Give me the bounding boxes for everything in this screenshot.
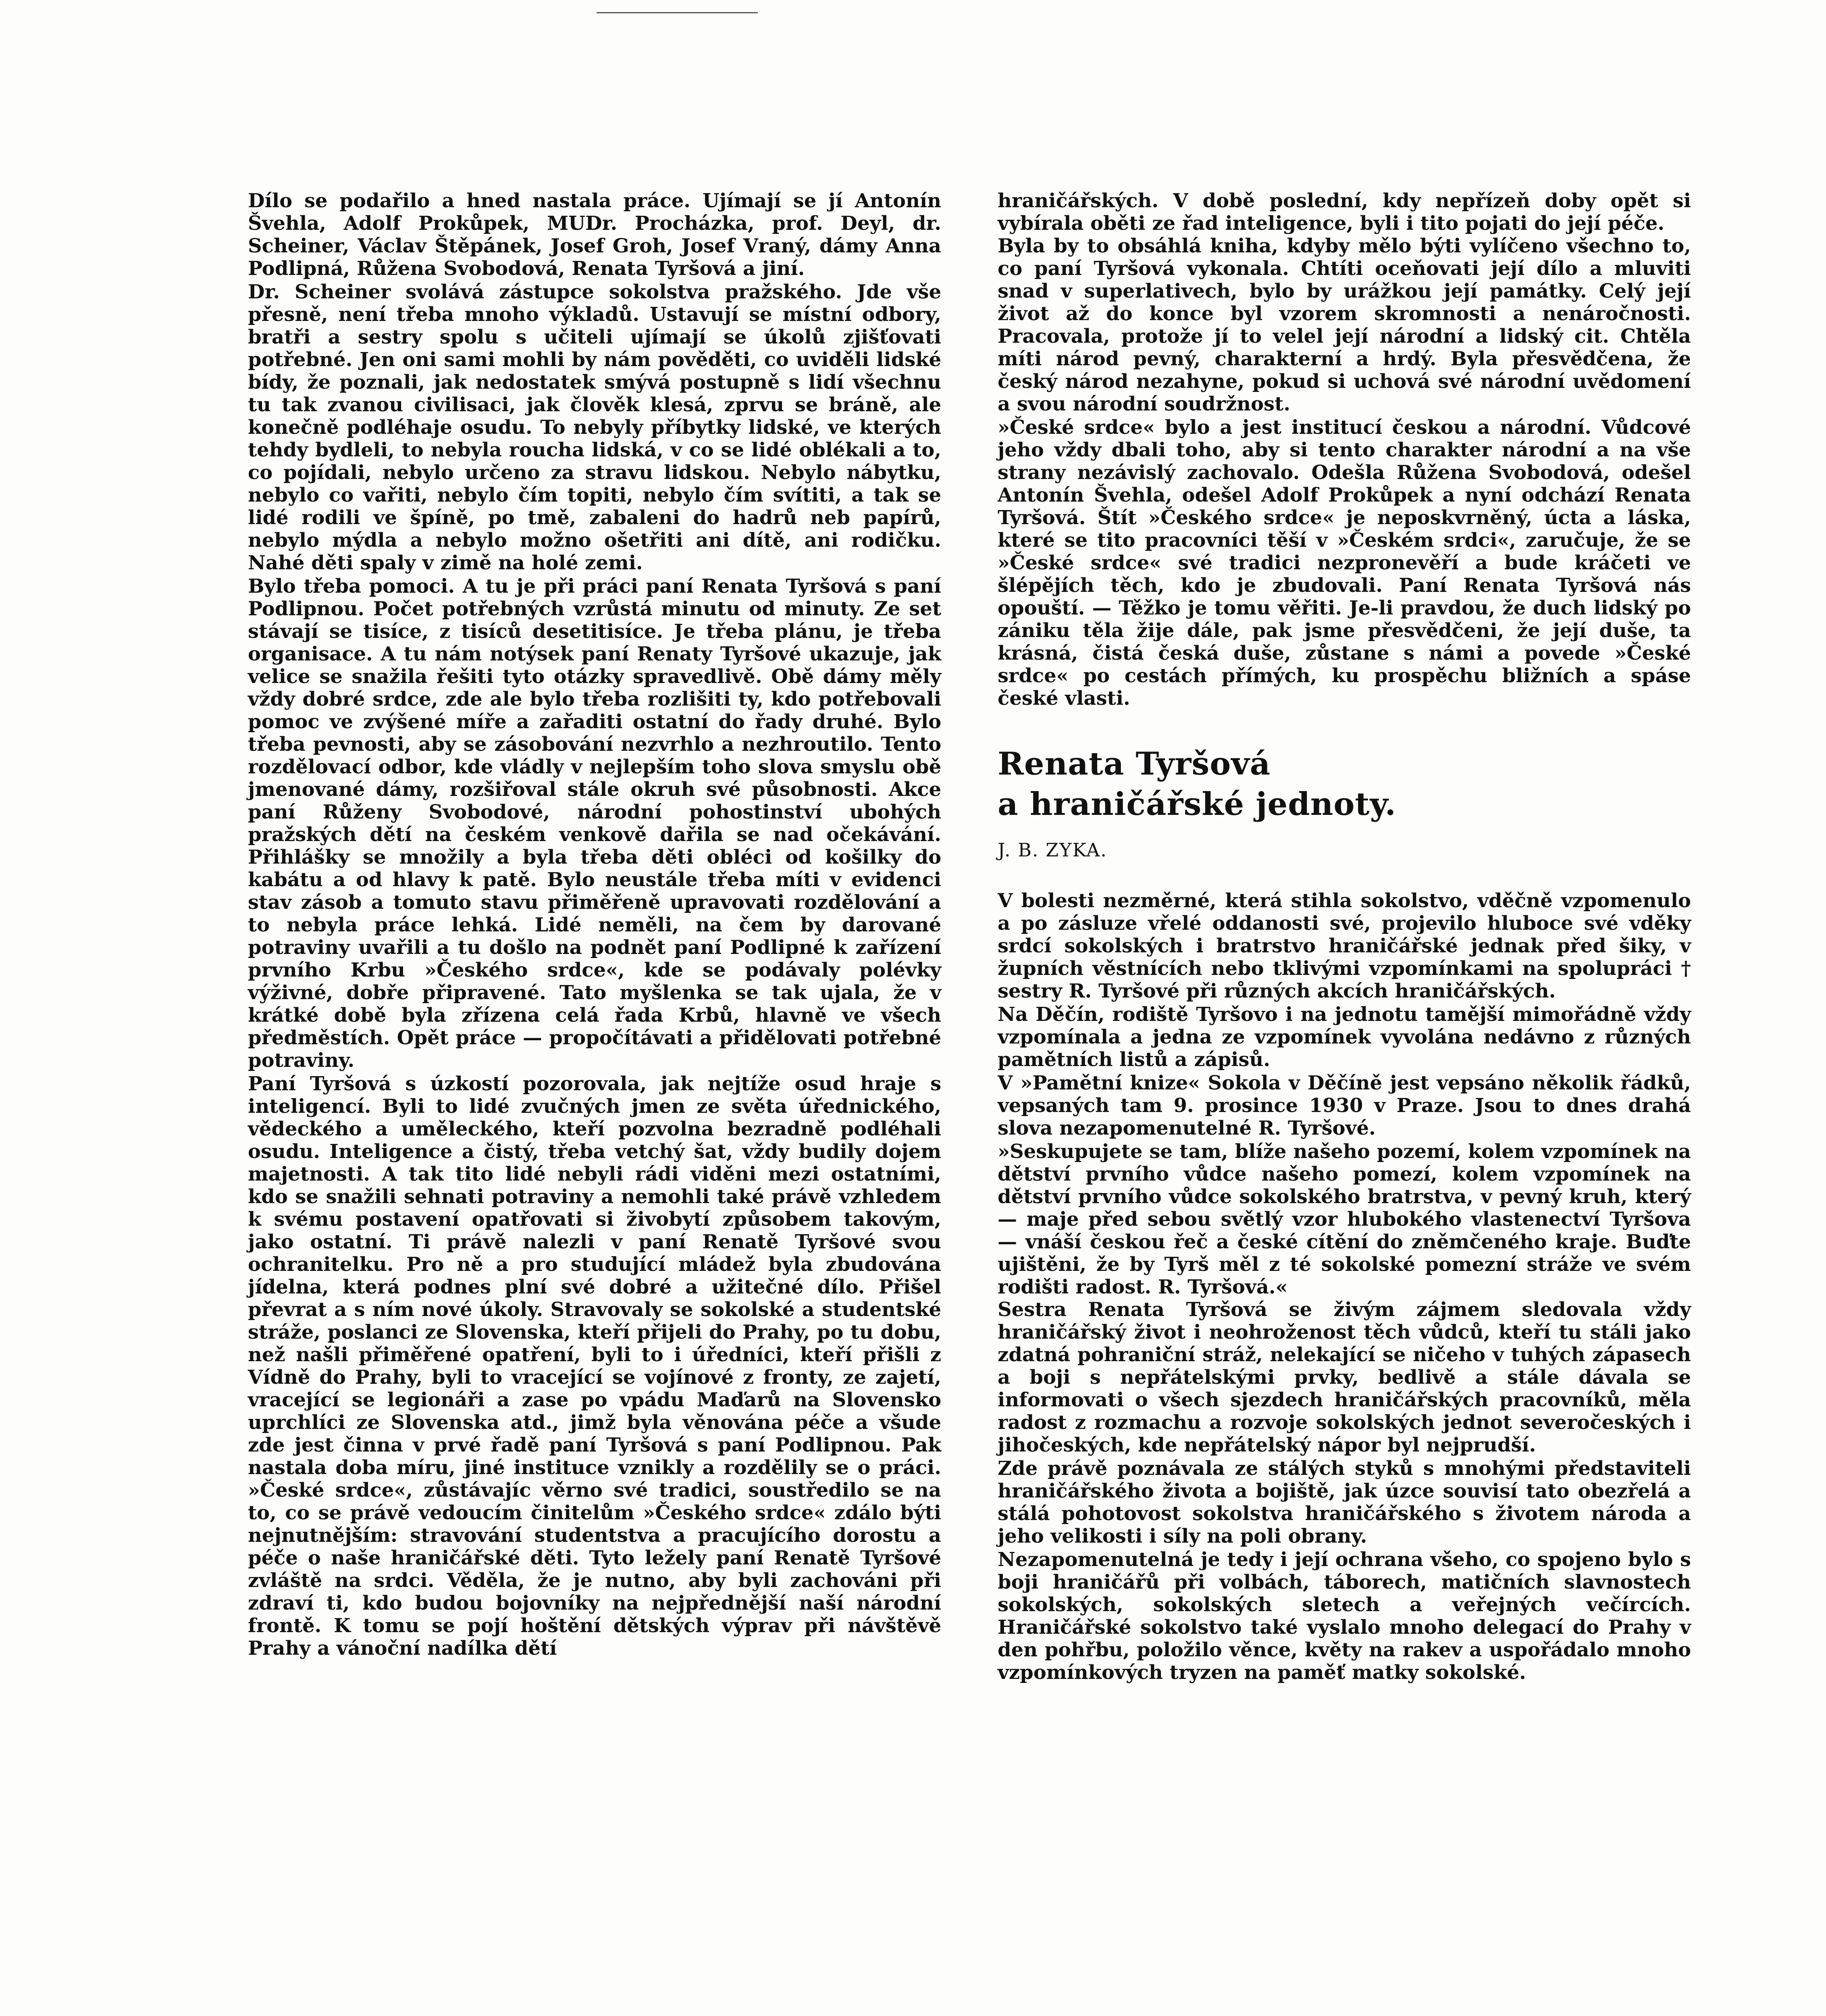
- paragraph: »České srdce« bylo a jest institucí českou a národní. Vůdcové jeho vždy dbali toho, aby si tento charakter národní a na vše strany nezávislý zachovalo. Odešla Růžena Svobodová, odešel Antonín Švehla, odešel Adolf Prokůpek a nyní odchází Renata Tyršová. Štít »Českého srdce« je neposkvrněný, úcta a láska, které se tito pracovníci těší v »Českém srdci«, zaručuje, že se »České srdce« své tradici nezpronevěří a bude kráčeti ve šlépějích těch, kdo je zbudovali. Paní Renata Tyršová nás opouští. — Těžko je tomu věřiti. Je-li pravdou, že duch lidský po zániku těla žije dále, pak jsme přesvědčeni, že její duše, ta krásná, čistá česká duše, zůstane s námi a povede »České srdce« po cestách přímých, ku prospěchu bližních a spáse české vlasti.: [998, 416, 1691, 710]
- article-author: J. B. ZYKA.: [998, 839, 1107, 861]
- paragraph: Nezapomenutelná je tedy i její ochrana všeho, co spojeno bylo s boji hraničářů při volbách, táborech, matičních slavnostech sokolských, sokolských sletech a veřejných večírcích. Hraničářské sokolstvo také vyslalo mnoho delegací do Prahy v den pohřbu, položilo věnce, květy na rakev a uspořádalo mnoho vzpomínkových tryzen na paměť matky sokolské.: [998, 1548, 1691, 1684]
- right-column: [998, 190, 1691, 1685]
- top-scan-mark: [597, 0, 758, 13]
- paragraph: V bolesti nezměrné, která stihla sokolstvo, vděčně vzpomenulo a po zásluze vřelé oddanosti své, projevilo hluboce své vděky srdcí sokolských i bratrstvo hraničářské jednak před šiky, v župních věstnících nebo tklivými vzpomínkami na spolupráci † sestry R. Tyršové při různých akcích hraničářských.: [998, 889, 1691, 1002]
- article-heading: Renata Tyršová a hraničářské jednoty.: [998, 746, 1396, 823]
- paragraph: Paní Tyršová s úzkostí pozorovala, jak nejtíže osud hraje s inteligencí. Byli to lidé zvučných jmen ze světa úřednického, vědeckého a uměleckého, kteří pozvolna bezradně podléhali osudu. Inteligence a čistý, třeba vetchý šat, vždy budily dojem majetnosti. A tak tito lidé nebyli rádi viděni mezi ostatními, kdo se snažili sehnati potraviny a nemohli také právě vzhledem k svému postavení opatřovati si živobytí způsobem takovým, jako ostatní. Ti právě nalezli v paní Renatě Tyršové svou ochranitelku. Pro ně a pro studující mládež byla zbudována jídelna, která podnes plní své dobré a užitečné dílo. Přišel převrat a s ním nové úkoly. Stravovaly se sokolské a studentské stráže, poslanci ze Slovenska, kteří přijeli do Prahy, po tu dobu, než našli přiměřené opatření, byli to i úředníci, kteří přišli z Vídně do Prahy, byli to vracející se vojínové z fronty, ze zajetí, vracející se legionáři a zase po vpádu Maďarů na Slovensko uprchlíci ze Slovenska atd., jimž byla věnována péče a všude zde jest činna v prvé řadě paní Tyršová s paní Podlipnou. Pak nastala doba míru, jiné instituce vznikly a rozdělily se o práci. »České srdce«, zůstávajíc věrno své tradici, soustředilo se na to, co se právě vedoucím činitelům »Českého srdce« zdálo býti nejnutnějším: stravování studentstva a pracujícího dorostu a péče o naše hraničářské děti. Tyto ležely paní Renatě Tyršové zvláště na srdci. Věděla, že je nutno, aby byli zachováni při zdraví ti, kdo budou bojovníky na nejpřednější naší národní frontě. K tomu se pojí hoštění dětských výprav při návštěvě Prahy a vánoční nadílka dětí: [248, 1073, 941, 1660]
- paragraph: Dílo se podařilo a hned nastala práce. Ujímají se jí Antonín Švehla, Adolf Prokůpek, MUDr. Procházka, prof. Deyl, dr. Scheiner, Václav Štěpánek, Josef Groh, Josef Vraný, dámy Anna Podlipná, Růžena Svobodová, Renata Tyršová a jiní.: [248, 190, 941, 280]
- paragraph: »Seskupujete se tam, blíže našeho pozemí, kolem vzpomínek na dětství prvního vůdce našeho pomezí, kolem vzpomínek na dětství prvního vůdce sokolského bratrstva, v pevný kruh, který — maje před sebou světlý vzor hlubokého vlastenectví Tyršova — vnáší českou řeč a české cítění do zněmčeného kraje. Buďte ujištěni, že by Tyrš měl z té sokolské pomezní stráže ve svém rodišti radost. R. Tyršová.« Sestra Renata Tyršová se živým zájmem sledovala vždy hraničářský život i neohroženost těch vůdců, kteří tu stáli jako zdatná pohraniční stráž, nelekající se ničeho v tuhých zápasech a boji s nepřátelskými prvky, bedlivě a stále dávala se informovati o všech sjezdech hraničářských pracovníků, měla radost z rozmachu a rozvoje sokolských jednot severočeských i jihočeských, kde nepřátelský nápor byl nejprudší.: [998, 1140, 1691, 1456]
- paragraph: Dr. Scheiner svolává zástupce sokolstva pražského. Jde vše přesně, není třeba mnoho výkladů. Ustavují se místní odbory, bratři a sestry spolu s učiteli ujímají se úkolů zjišťovati potřebné. Jen oni sami mohli by nám pověděti, co uviděli lidské bídy, že poznali, jak nedostatek smývá postupně s lidí všechnu tu tak zvanou civilisaci, jak člověk klesá, zprvu se bráně, ale konečně podléhaje osudu. To nebyly příbytky lidské, ve kterých tehdy bydleli, to nebyla roucha lidská, v co se lidé oblékali a to, co pojídali, nebylo určeno za stravu lidskou. Nebylo nábytku, nebylo co vařiti, nebylo čím topiti, nebylo čím svítiti, a tak se lidé rodili ve špíně, po tmě, zabaleni do hadrů neb papírů, nebylo mýdla a nebylo možno ošetřiti ani dítě, ani rodičku. Nahé děti spaly v zimě na holé zemi.: [248, 281, 941, 574]
- paragraph: V »Pamětní knize« Sokola v Děčíně jest vepsáno několik řádků, vepsaných tam 9. prosince 1930 v Praze. Jsou to dnes drahá slova nezapomenutelné R. Tyršové.: [998, 1072, 1691, 1139]
- paragraph: Zde právě poznávala ze stálých styků s mnohými představiteli hraničářského života a bojiště, jak úzce souvisí tato obezřelá a stálá pohotovost sokolstva hraničářského s životem národa a jeho velikosti i síly na poli obrany.: [998, 1457, 1691, 1547]
- left-column: [248, 190, 941, 1660]
- paragraph: hraničářských. V době poslední, kdy nepřízeň doby opět si vybírala oběti ze řad inteligence, byli i tito pojati do její péče. Byla by to obsáhlá kniha, kdyby mělo býti vylíčeno všechno to, co paní Tyršová vykonala. Chtíti oceňovati její dílo a mluviti snad v superlativech, bylo by urážkou její památky. Celý její život až do konce byl vzorem skromnosti a nenáročnosti. Pracovala, protože jí to velel její národní a lidský cit. Chtěla míti národ pevný, charakterní a hrdý. Byla přesvědčena, že český národ nezahyne, pokud si uchová své národní uvědomení a svou národní soudržnost.: [998, 190, 1691, 415]
- paragraph: Bylo třeba pomoci. A tu je při práci paní Renata Tyršová s paní Podlipnou. Počet potřebných vzrůstá minutu od minuty. Ze set stávají se tisíce, z tisíců desetitisíce. Je třeba plánu, je třeba organisace. A tu nám notýsek paní Renaty Tyršové ukazuje, jak velice se snažila řešiti tyto otázky spravedlivě. Obě dámy měly vždy dobré srdce, zde ale bylo třeba rozlišiti ty, kdo potřebovali pomoc ve zvýšené míře a zařaditi ostatní do řady druhé. Bylo třeba pevnosti, aby se zásobování nezvrhlo a nezhroutilo. Tento rozdělovací odbor, kde vládly v nejlepším toho slova smyslu obě jmenované dámy, rozšiřoval stále okruh své působnosti. Akce paní Růženy Svobodové, národní pohostinství ubohých pražských dětí na českém venkově dařila se nad očekávání. Přihlášky se množily a byla třeba děti obléci od košilky do kabátu a od hlavy k patě. Bylo neustále třeba míti v evidenci stav zásob a tomuto stavu přiměřeně upravovati rozdělování a to nebyla práce lehká. Lidé neměli, na čem by darované potraviny uvařili a tu došlo na podnět paní Podlipné k zařízení prvního Krbu »Českého srdce«, kde se podávaly polévky výživné, dobře připravené. Tato myšlenka se tak ujala, že v krátké době byla zřízena celá řada Krbů, hlavně ve všech předměstích. Opět práce — propočítávati a přidělovati potřebné potraviny.: [248, 575, 941, 1072]
- paragraph: Na Děčín, rodiště Tyršovo i na jednotu tamější mimořádně vždy vzpomínala a jedna ze vzpomínek vyvolána nedávno z různých pamětních listů a zápisů.: [998, 1003, 1691, 1071]
